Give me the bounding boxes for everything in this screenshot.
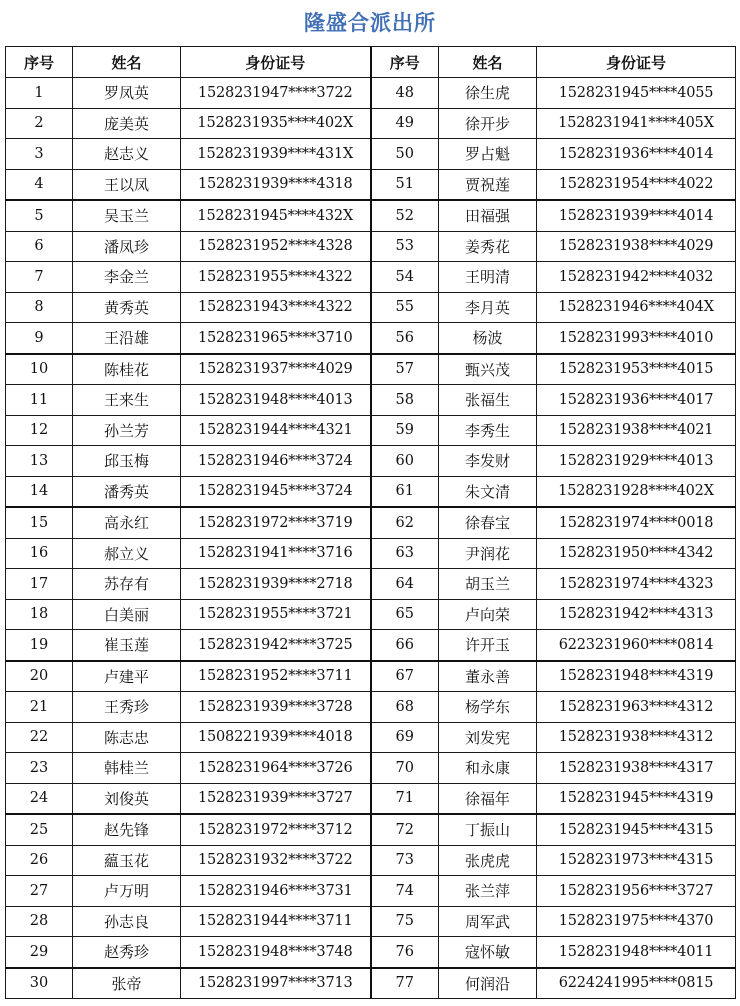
right-id-cell: 1528231941****405X: [537, 108, 736, 139]
right-id-cell: 1528231948****4319: [537, 661, 736, 692]
right-name-cell: 朱文清: [439, 476, 537, 507]
right-name-cell: 杨学东: [439, 692, 537, 723]
left-seq-cell: 4: [6, 169, 73, 200]
left-name-cell: 王秀珍: [73, 692, 181, 723]
left-id-cell: 1528231944****3711: [181, 906, 371, 937]
right-name-cell: 李月英: [439, 292, 537, 323]
table-row: [6, 538, 736, 569]
right-id-cell: 1528231963****4312: [537, 692, 736, 723]
left-seq-cell: 12: [6, 415, 73, 446]
left-id-cell: 1528231935****402X: [181, 108, 371, 139]
left-name-cell: 赵先锋: [73, 814, 181, 845]
table-row: [6, 385, 736, 416]
left-id-cell: 1528231939****4318: [181, 169, 371, 200]
left-name-cell: 庞美英: [73, 108, 181, 139]
table-row: [6, 476, 736, 507]
right-seq-cell: 75: [371, 906, 439, 937]
table-row: [6, 968, 736, 999]
left-name-cell: 邱玉梅: [73, 446, 181, 477]
left-name-cell: 王沿雄: [73, 323, 181, 354]
table-row: [6, 323, 736, 354]
table-row: [6, 569, 736, 600]
table-row: [6, 783, 736, 814]
right-id-cell: 1528231956****3727: [537, 876, 736, 907]
left-seq-cell: 20: [6, 661, 73, 692]
right-id-cell: 1528231993****4010: [537, 323, 736, 354]
table-row: [6, 630, 736, 661]
right-id-cell: 1528231938****4021: [537, 415, 736, 446]
left-id-cell: 1528231972****3719: [181, 507, 371, 538]
right-name-cell: 张虎虎: [439, 845, 537, 876]
right-id-cell: 1528231928****402X: [537, 476, 736, 507]
right-seq-cell: 64: [371, 569, 439, 600]
left-name-cell: 罗凤英: [73, 78, 181, 109]
right-seq-cell: 51: [371, 169, 439, 200]
right-name-cell: 李秀生: [439, 415, 537, 446]
left-id-cell: 1528231947****3722: [181, 78, 371, 109]
left-seq-cell: 2: [6, 108, 73, 139]
right-id-cell: 1528231936****4017: [537, 385, 736, 416]
right-id-cell: 6223231960****0814: [537, 630, 736, 661]
left-name-cell: 陈桂花: [73, 354, 181, 385]
left-id-cell: 1528231955****4322: [181, 262, 371, 293]
left-name-cell: 孙兰芳: [73, 415, 181, 446]
table-row: [6, 200, 736, 231]
left-id-cell: 1528231932****3722: [181, 845, 371, 876]
right-name-cell: 李发财: [439, 446, 537, 477]
right-id-cell: 1528231942****4032: [537, 262, 736, 293]
right-id-cell: 1528231945****4319: [537, 783, 736, 814]
left-seq-cell: 11: [6, 385, 73, 416]
right-name-cell: 和永康: [439, 753, 537, 784]
left-seq-cell: 18: [6, 599, 73, 630]
right-id-cell: 1528231950****4342: [537, 538, 736, 569]
left-seq-cell: 22: [6, 722, 73, 753]
left-seq-cell: 26: [6, 845, 73, 876]
right-name-cell: 张福生: [439, 385, 537, 416]
table-row: [6, 415, 736, 446]
left-name-cell: 孙志良: [73, 906, 181, 937]
right-id-cell: 1528231973****4315: [537, 845, 736, 876]
right-id-cell: 1528231942****4313: [537, 599, 736, 630]
right-id-cell: 1528231938****4312: [537, 722, 736, 753]
left-seq-cell: 15: [6, 507, 73, 538]
right-name-cell: 张兰萍: [439, 876, 537, 907]
left-seq-cell: 29: [6, 937, 73, 968]
roster-body: [6, 78, 736, 999]
left-id-cell: 1528231943****4322: [181, 292, 371, 323]
right-seq-cell: 60: [371, 446, 439, 477]
table-row: [6, 446, 736, 477]
left-name-cell: 藴玉花: [73, 845, 181, 876]
left-id-cell: 1528231945****3724: [181, 476, 371, 507]
header-seq-right: 序号: [371, 47, 439, 78]
right-seq-cell: 54: [371, 262, 439, 293]
left-seq-cell: 8: [6, 292, 73, 323]
header-seq-left: 序号: [6, 47, 73, 78]
page-title: 隆盛合派出所: [304, 11, 436, 35]
left-name-cell: 潘凤珍: [73, 231, 181, 262]
table-row: [6, 78, 736, 109]
left-id-cell: 1528231939****431X: [181, 139, 371, 170]
left-name-cell: 白美丽: [73, 599, 181, 630]
left-id-cell: 1528231937****4029: [181, 354, 371, 385]
table-row: [6, 599, 736, 630]
right-id-cell: 1528231974****0018: [537, 507, 736, 538]
left-name-cell: 韩桂兰: [73, 753, 181, 784]
right-name-cell: 徐生虎: [439, 78, 537, 109]
left-seq-cell: 1: [6, 78, 73, 109]
left-seq-cell: 24: [6, 783, 73, 814]
left-id-cell: 1508221939****4018: [181, 722, 371, 753]
left-name-cell: 潘秀英: [73, 476, 181, 507]
left-name-cell: 吴玉兰: [73, 200, 181, 231]
left-seq-cell: 30: [6, 968, 73, 999]
table-row: [6, 169, 736, 200]
right-name-cell: 周军武: [439, 906, 537, 937]
table-row: [6, 292, 736, 323]
right-name-cell: 卢向荣: [439, 599, 537, 630]
right-name-cell: 徐福年: [439, 783, 537, 814]
right-name-cell: 田福强: [439, 200, 537, 231]
right-seq-cell: 66: [371, 630, 439, 661]
table-row: [6, 845, 736, 876]
right-seq-cell: 63: [371, 538, 439, 569]
left-seq-cell: 19: [6, 630, 73, 661]
table-row: [6, 753, 736, 784]
right-id-cell: 1528231945****4055: [537, 78, 736, 109]
right-seq-cell: 67: [371, 661, 439, 692]
right-seq-cell: 76: [371, 937, 439, 968]
right-id-cell: 1528231954****4022: [537, 169, 736, 200]
right-id-cell: 1528231936****4014: [537, 139, 736, 170]
left-id-cell: 1528231948****4013: [181, 385, 371, 416]
left-id-cell: 1528231952****3711: [181, 661, 371, 692]
left-id-cell: 1528231972****3712: [181, 814, 371, 845]
right-seq-cell: 74: [371, 876, 439, 907]
left-seq-cell: 5: [6, 200, 73, 231]
right-name-cell: 刘发宪: [439, 722, 537, 753]
table-row: [6, 231, 736, 262]
right-seq-cell: 69: [371, 722, 439, 753]
left-name-cell: 崔玉莲: [73, 630, 181, 661]
right-id-cell: 1528231948****4011: [537, 937, 736, 968]
right-name-cell: 杨波: [439, 323, 537, 354]
left-name-cell: 王来生: [73, 385, 181, 416]
left-seq-cell: 25: [6, 814, 73, 845]
left-name-cell: 高永红: [73, 507, 181, 538]
right-name-cell: 胡玉兰: [439, 569, 537, 600]
left-seq-cell: 7: [6, 262, 73, 293]
right-id-cell: 1528231953****4015: [537, 354, 736, 385]
table-row: [6, 906, 736, 937]
right-name-cell: 徐春宝: [439, 507, 537, 538]
right-seq-cell: 49: [371, 108, 439, 139]
right-id-cell: 1528231939****4014: [537, 200, 736, 231]
right-seq-cell: 68: [371, 692, 439, 723]
left-id-cell: 1528231941****3716: [181, 538, 371, 569]
right-seq-cell: 58: [371, 385, 439, 416]
left-id-cell: 1528231942****3725: [181, 630, 371, 661]
left-id-cell: 1528231946****3731: [181, 876, 371, 907]
right-id-cell: 1528231946****404X: [537, 292, 736, 323]
table-row: [6, 722, 736, 753]
table-row: [6, 262, 736, 293]
right-name-cell: 贾祝莲: [439, 169, 537, 200]
right-seq-cell: 62: [371, 507, 439, 538]
right-seq-cell: 65: [371, 599, 439, 630]
right-seq-cell: 48: [371, 78, 439, 109]
left-id-cell: 1528231952****4328: [181, 231, 371, 262]
table-row: [6, 661, 736, 692]
right-seq-cell: 59: [371, 415, 439, 446]
table-row: [6, 507, 736, 538]
right-name-cell: 徐开步: [439, 108, 537, 139]
left-seq-cell: 28: [6, 906, 73, 937]
left-name-cell: 卢万明: [73, 876, 181, 907]
left-name-cell: 赵秀珍: [73, 937, 181, 968]
right-name-cell: 姜秀花: [439, 231, 537, 262]
left-id-cell: 1528231948****3748: [181, 937, 371, 968]
left-seq-cell: 13: [6, 446, 73, 477]
left-seq-cell: 9: [6, 323, 73, 354]
right-seq-cell: 53: [371, 231, 439, 262]
header-id-left: 身份证号: [181, 47, 371, 78]
left-name-cell: 赵志义: [73, 139, 181, 170]
right-name-cell: 寇怀敏: [439, 937, 537, 968]
left-id-cell: 1528231939****3728: [181, 692, 371, 723]
right-name-cell: 丁振山: [439, 814, 537, 845]
left-name-cell: 王以凤: [73, 169, 181, 200]
left-seq-cell: 3: [6, 139, 73, 170]
left-id-cell: 1528231939****2718: [181, 569, 371, 600]
table-row: [6, 876, 736, 907]
right-seq-cell: 55: [371, 292, 439, 323]
left-seq-cell: 6: [6, 231, 73, 262]
table-row: [6, 937, 736, 968]
right-name-cell: 罗占魁: [439, 139, 537, 170]
left-id-cell: 1528231946****3724: [181, 446, 371, 477]
left-seq-cell: 16: [6, 538, 73, 569]
left-id-cell: 1528231964****3726: [181, 753, 371, 784]
right-seq-cell: 56: [371, 323, 439, 354]
left-id-cell: 1528231945****432X: [181, 200, 371, 231]
right-name-cell: 许开玉: [439, 630, 537, 661]
left-id-cell: 1528231965****3710: [181, 323, 371, 354]
right-seq-cell: 70: [371, 753, 439, 784]
right-name-cell: 董永善: [439, 661, 537, 692]
right-name-cell: 王明清: [439, 262, 537, 293]
table-row: [6, 354, 736, 385]
right-id-cell: 6224241995****0815: [537, 968, 736, 999]
left-name-cell: 张帝: [73, 968, 181, 999]
right-name-cell: 何润沿: [439, 968, 537, 999]
header-id-right: 身份证号: [537, 47, 736, 78]
left-name-cell: 李金兰: [73, 262, 181, 293]
right-id-cell: 1528231945****4315: [537, 814, 736, 845]
roster-table: [5, 46, 736, 999]
left-seq-cell: 10: [6, 354, 73, 385]
left-seq-cell: 27: [6, 876, 73, 907]
right-seq-cell: 61: [371, 476, 439, 507]
left-seq-cell: 17: [6, 569, 73, 600]
right-seq-cell: 57: [371, 354, 439, 385]
table-row: [6, 108, 736, 139]
right-id-cell: 1528231974****4323: [537, 569, 736, 600]
left-name-cell: 苏存有: [73, 569, 181, 600]
left-name-cell: 刘俊英: [73, 783, 181, 814]
left-id-cell: 1528231997****3713: [181, 968, 371, 999]
left-id-cell: 1528231955****3721: [181, 599, 371, 630]
right-seq-cell: 52: [371, 200, 439, 231]
right-seq-cell: 73: [371, 845, 439, 876]
left-id-cell: 1528231944****4321: [181, 415, 371, 446]
left-id-cell: 1528231939****3727: [181, 783, 371, 814]
left-name-cell: 卢建平: [73, 661, 181, 692]
left-seq-cell: 23: [6, 753, 73, 784]
header-row: [6, 47, 736, 78]
right-seq-cell: 77: [371, 968, 439, 999]
right-seq-cell: 50: [371, 139, 439, 170]
right-seq-cell: 71: [371, 783, 439, 814]
right-id-cell: 1528231938****4317: [537, 753, 736, 784]
left-name-cell: 黄秀英: [73, 292, 181, 323]
left-name-cell: 郝立义: [73, 538, 181, 569]
right-id-cell: 1528231975****4370: [537, 906, 736, 937]
header-name-left: 姓名: [73, 47, 181, 78]
right-id-cell: 1528231938****4029: [537, 231, 736, 262]
table-row: [6, 139, 736, 170]
right-name-cell: 尹润花: [439, 538, 537, 569]
header-name-right: 姓名: [439, 47, 537, 78]
left-seq-cell: 21: [6, 692, 73, 723]
right-id-cell: 1528231929****4013: [537, 446, 736, 477]
left-name-cell: 陈志忠: [73, 722, 181, 753]
table-row: [6, 814, 736, 845]
right-seq-cell: 72: [371, 814, 439, 845]
right-name-cell: 甄兴茂: [439, 354, 537, 385]
table-row: [6, 692, 736, 723]
left-seq-cell: 14: [6, 476, 73, 507]
